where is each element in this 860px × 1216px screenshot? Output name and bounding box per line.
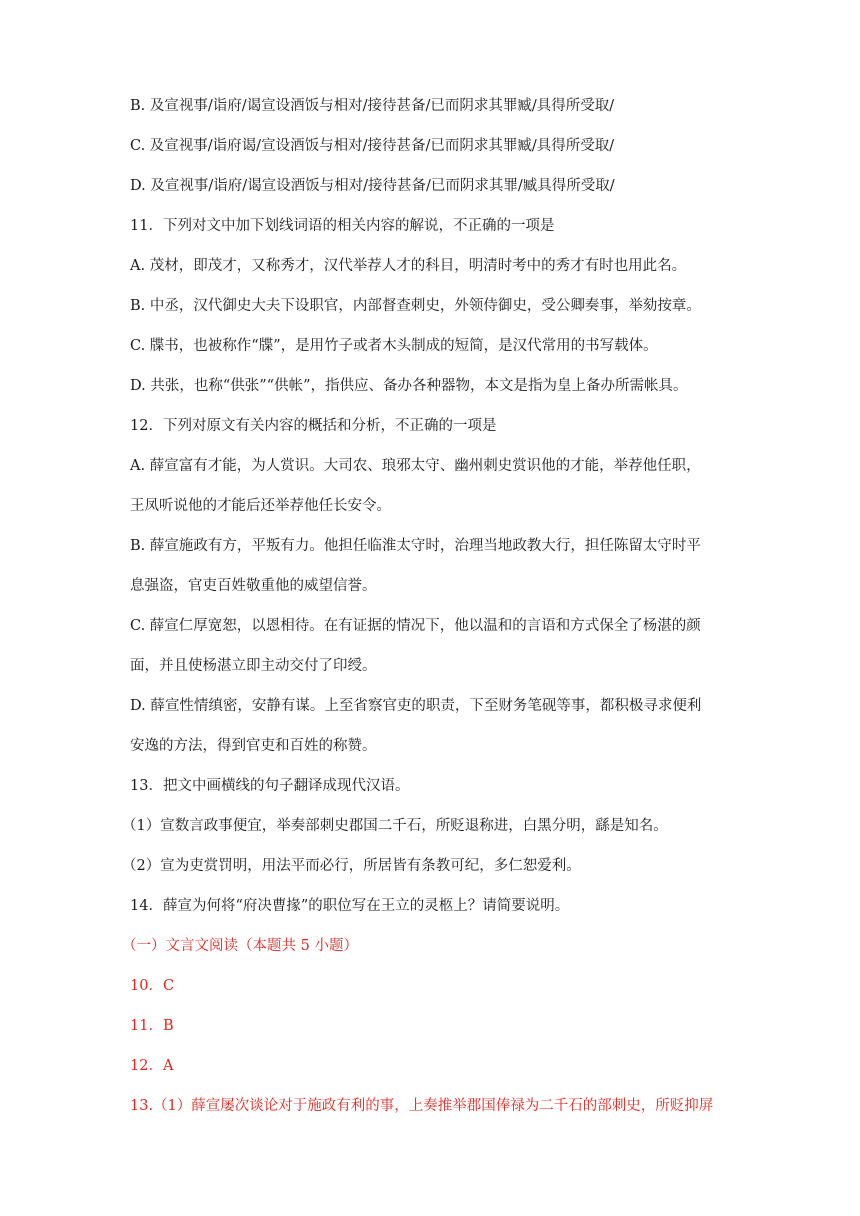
option-line-a-q12-cont: 王凤听说他的才能后还举荐他任长安令。 bbox=[130, 498, 391, 514]
answer-11: 11．B bbox=[130, 1018, 174, 1034]
option-line-b-q10: B. 及宣视事/诣府/谒宣设酒饭与相对/接待甚备/已而阴求其罪臧/具得所受取/ bbox=[130, 98, 615, 114]
option-line-c-q12-cont: 面，并且使杨湛立即主动交付了印绶。 bbox=[130, 658, 377, 674]
option-line-a-q12: A. 薛宣富有才能，为人赏识。大司农、琅邪太守、幽州刺史赏识他的才能，举荐他任职， bbox=[130, 458, 701, 474]
option-line-c-q11: C. 牒书，也被称作“牒”，是用竹子或者木头制成的短简，是汉代常用的书写载体。 bbox=[130, 338, 658, 354]
question-13-stem: 13．把文中画横线的句子翻译成现代汉语。 bbox=[130, 778, 410, 794]
answer-12: 12．A bbox=[130, 1058, 174, 1074]
option-line-d-q12: D. 薛宣性情缜密，安静有谋。上至省察官吏的职责，下至财务笔砚等事，都积极寻求便利 bbox=[130, 698, 702, 714]
option-line-b-q11: B. 中丞，汉代御史大夫下设职官，内部督查刺史，外领侍御史，受公卿奏事，举劾按章。 bbox=[130, 298, 701, 314]
option-line-a-q11: A. 茂材，即茂才，又称秀才，汉代举荐人才的科目，明清时考中的秀才有时也用此名。 bbox=[130, 258, 687, 274]
option-line-c-q10: C. 及宣视事/诣府谒/宣设酒饭与相对/接待甚备/已而阴求其罪臧/具得所受取/ bbox=[130, 138, 615, 154]
question-13-part-1: （1）宣数言政事便宜，举奏部刺史郡国二千石，所贬退称进，白黑分明，繇是知名。 bbox=[122, 818, 668, 834]
question-11-stem: 11．下列对文中加下划线词语的相关内容的解说，不正确的一项是 bbox=[130, 218, 555, 234]
question-13-part-2: （2）宣为吏赏罚明，用法平而必行，所居皆有条教可纪，多仁恕爱利。 bbox=[122, 858, 581, 874]
answer-13-part-1: 13.（1）薛宣屡次谈论对于施政有利的事，上奏推举郡国俸禄为二千石的部刺史，所贬抑屏 bbox=[130, 1098, 714, 1114]
answer-10: 10．C bbox=[130, 978, 175, 994]
option-line-b-q12-cont: 息强盗，官吏百姓敬重他的威望信誉。 bbox=[130, 578, 377, 594]
option-line-c-q12: C. 薛宣仁厚宽恕，以恩相待。在有证据的情况下，他以温和的言语和方式保全了杨湛的颜 bbox=[130, 618, 701, 634]
answer-section-heading: （一）文言文阅读（本题共 5 小题） bbox=[122, 938, 358, 954]
option-line-d-q10: D. 及宣视事/诣府/谒宣设酒饭与相对/接待甚备/已而阴求其罪/臧具得所受取/ bbox=[130, 178, 615, 194]
question-14-stem: 14．薛宣为何将“府决曹掾”的职位写在王立的灵柩上？请简要说明。 bbox=[130, 898, 570, 914]
option-line-d-q12-cont: 安逸的方法，得到官吏和百姓的称赞。 bbox=[130, 738, 377, 754]
question-12-stem: 12．下列对原文有关内容的概括和分析，不正确的一项是 bbox=[130, 418, 497, 434]
option-line-b-q12: B. 薛宣施政有方，平叛有力。他担任临淮太守时，治理当地政教大行，担任陈留太守时平 bbox=[130, 538, 701, 554]
option-line-d-q11: D. 共张，也称“供张”“供帐”，指供应、备办各种器物，本文是指为皇上备办所需帐具。 bbox=[130, 378, 688, 394]
